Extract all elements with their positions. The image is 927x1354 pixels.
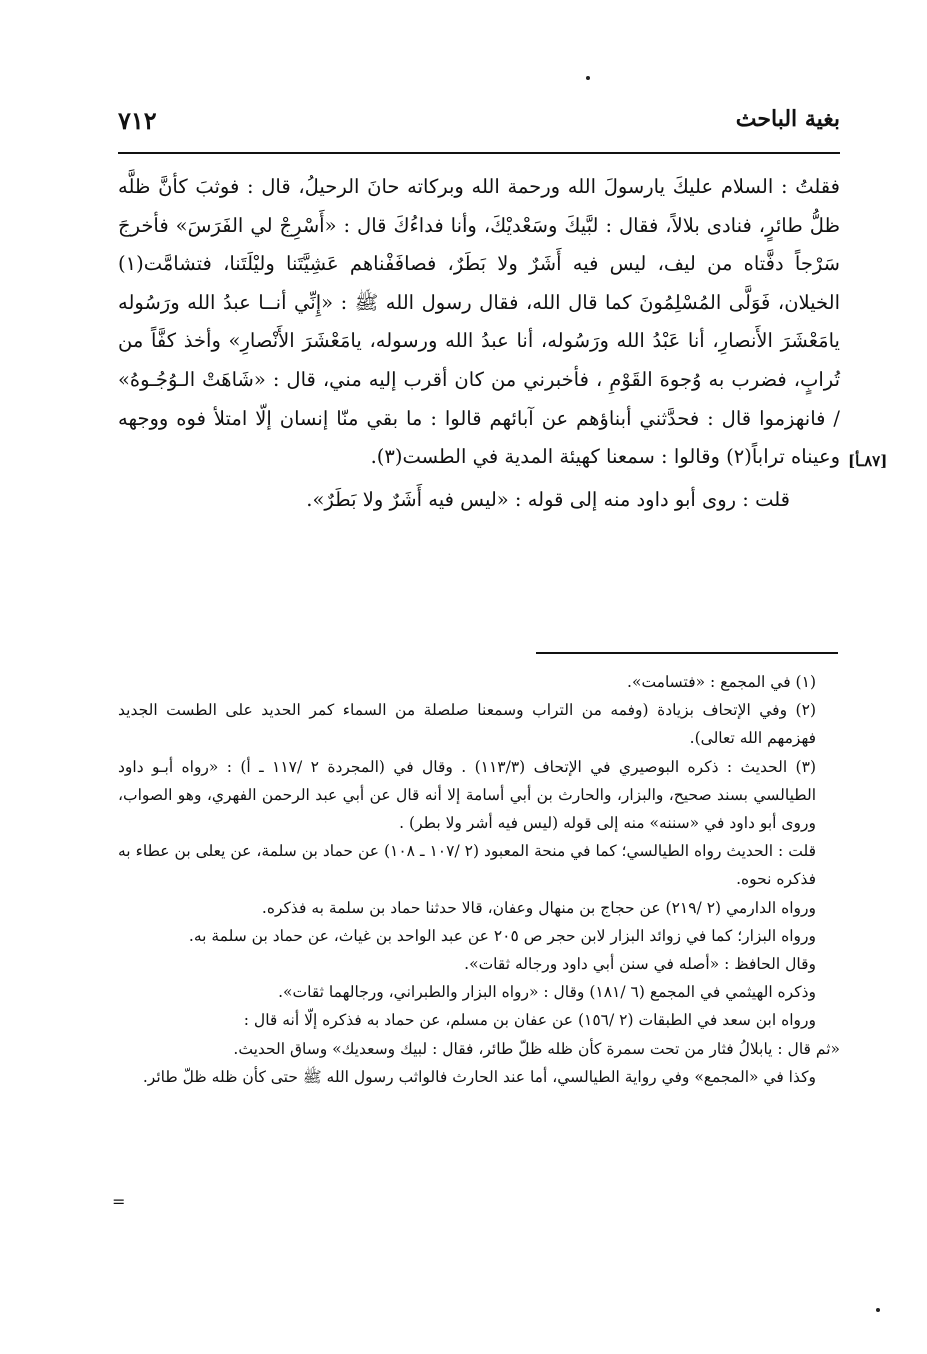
footnote-paragraph: قلت : الحديث رواه الطيالسي؛ كما في منحة المعبود (٢ /١٠٧ ـ ١٠٨) عن حماد بن سلمة، عن يعلى بن عطاء به فذكره نحوه.: [118, 842, 816, 889]
footnote-3: (٣) الحديث : ذكره البوصيري في الإتحاف (١١٣/٣) . وقال في (المجردة ٢ /١١٧ ـ أ) : «رواه أبـو داود الطيالسي بسند صحيح، والبزار، والحارث بن أبي أسامة إلا أنه قال عن أبي عبد الرحمن الفهري، وهو الصواب، وروى أبو داود في «سننه» منه إلى قوله (ليس فيه أشر ولا بطر) .: [118, 757, 816, 833]
footnote-paragraph: ورواه ابن سعد في الطبقات (٢ /١٥٦) عن عفان بن مسلم، عن حماد به فذكره إلّا أنه قال :: [243, 1011, 816, 1030]
scan-speck: [876, 1308, 880, 1312]
page-title: بغية الباحث: [735, 106, 840, 132]
header-rule: [118, 152, 840, 154]
page-header: [118, 104, 840, 148]
footnote-paragraph: ورواه البزار؛ كما في زوائد البزار لابن حجر ص ٢٠٥ عن عبد الواحد بن غياث، عن حماد بن سلمة به.: [188, 926, 816, 945]
footnote-1: (١) في المجمع : «فتسامت».: [627, 673, 816, 691]
footnote-paragraph: «ثم قال : يابلالُ فثار من تحت سمرة كأن ظله ظلّ طائر، فقال : لبيك وسعديك» وساق الحديث.: [233, 1039, 840, 1058]
page-number: ٧١٢: [118, 106, 157, 135]
footnotes: [118, 668, 840, 1091]
footnote-rule: [536, 652, 838, 654]
margin-reference: [٨٧ـأ]: [848, 452, 888, 470]
main-paragraph: فقلتُ : السلام عليكَ يارسولَ الله ورحمة الله وبركاته حانَ الرحيلُ، قال : فوثبَ كأنَّ ظلَّه ظلُّ طائرٍ، فنادى بلالاً، فقال : لبَّيكَ وسَعْديْكَ، وأنا فداءُكَ قال : «أَسْرِجْ لي الفَرَسَ» فأخرجَ سَرْجاً دفَّتاه من ليف، ليس فيه أَشَرٌ ولا بَطَرٌ، فصافَفْناهم عَشِيَّتَنا وليْلَتَنا، فتشامَّت(١) الخيلان، فَوَلَّى المُسْلِمُونَ كما قال الله، فقال رسول الله ﷺ : «إِنِّي أنــا عبدُ الله ورَسُوله يامَعْشَرَ الأَنصارِ، أنا عَبْدُ الله ورَسُوله، أنا عبدُ الله ورسوله، يامَعْشَرَ الأَنْصارِ» وأخذ كفَّاً من تُرابٍ، فضرب به وُجوهَ القَوْمِ ، فأخبرني من كان أقرب إليه مني، قال : «شَاهَتْ الـوُجُـوهُ» / فانهزموا قال : فحدَّثني أبناؤهم عن آبائهم قالوا : ما بقي منّا إنسان إلّا امتلأ فوه ووجهه وعيناه تراباً(٢) وقالوا : سمعنا كهيئة المدية في الطست(٣).: [118, 175, 840, 469]
main-text: [118, 168, 840, 519]
footnote-paragraph: وكذا في «المجمع» وفي رواية الطيالسي، أما عند الحارث فالواثب رسول الله ﷺ حتى كأن ظله ظلّ طائر.: [142, 1067, 816, 1086]
footnote-2: (٢) وفي الإتحاف بزيادة (وفمه من التراب وسمعنا صلصلة من السماء كمر الحديد على الطست الجديد فهزمهم الله تعالى).: [118, 701, 816, 748]
footnote-paragraph: وقال الحافظ : «أصله في سنن أبي داود ورجاله ثقات».: [464, 955, 816, 974]
footnote-paragraph: وذكره الهيثمي في المجمع (٦ /١٨١) وقال : «رواه البزار والطبراني، ورجالهما ثقات».: [278, 983, 816, 1002]
author-note: قلت : روى أبو داود منه إلى قوله : «ليس فيه أَشَرٌ ولا بَطَرٌ».: [306, 487, 790, 511]
scan-speck: [586, 76, 590, 80]
continuation-mark: =: [112, 1192, 126, 1211]
footnote-paragraph: ورواه الدارمي (٢ /٢١٩) عن حجاج بن منهال وعفان، قالا حدثنا حماد بن سلمة به فذكره.: [261, 898, 816, 917]
